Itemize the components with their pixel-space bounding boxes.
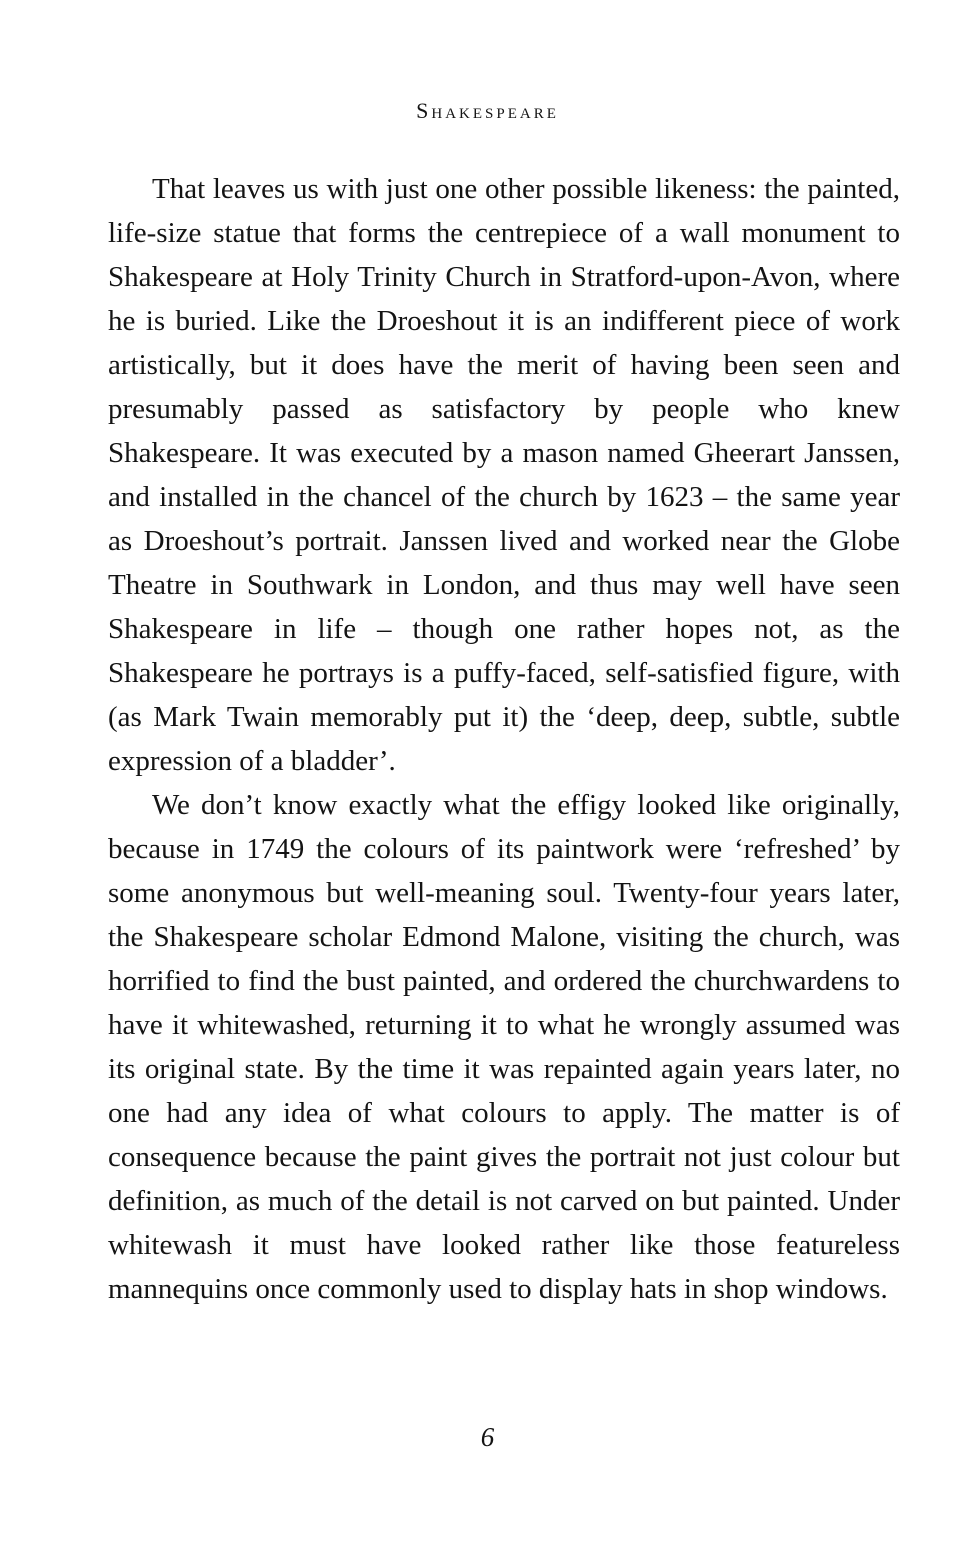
paragraph-1: That leaves us with just one other possible likeness: the painted, life-size statue that forms the centrepiece of a wall monument to Shakespeare at Holy Trinity Church in Stratford-upon-Avon, where he is buried. Like the Droeshout it is an indifferent piece of work artistically, but it does have the merit of having been seen and presumably passed as satisfactory by people who knew Shakespeare. It was executed by a mason named Gheerart Janssen, and installed in the chancel of the church by 1623 – the same year as Droeshout’s portrait. Janssen lived and worked near the Globe Theatre in Southwark in London, and thus may well have seen Shakespeare in life – though one rather hopes not, as the Shakespeare he portrays is a puffy-faced, self-satisfied figure, with (as Mark Twain memorably put it) the ‘deep, deep, subtle, subtle expression of a bladder’. xyxy=(108,173,900,777)
body-text xyxy=(108,167,900,1311)
running-head: Shakespeare xyxy=(416,98,559,123)
paragraph-2: We don’t know exactly what the effigy looked like originally, because in 1749 the colours of its paintwork were ‘refreshed’ by some anonymous but well-meaning soul. Twenty-four years later, the Shakespeare scholar Edmond Malone, visiting the church, was horrified to find the bust painted, and ordered the churchwardens to have it whitewashed, returning it to what he wrongly assumed was its original state. By the time it was repainted again years later, no one had any idea of what colours to apply. The matter is of consequence because the paint gives the portrait not just colour but definition, as much of the detail is not carved on but painted. Under whitewash it must have looked rather like those featureless mannequins once commonly used to display hats in shop windows. xyxy=(108,789,900,1305)
page-number: 6 xyxy=(480,1422,495,1452)
